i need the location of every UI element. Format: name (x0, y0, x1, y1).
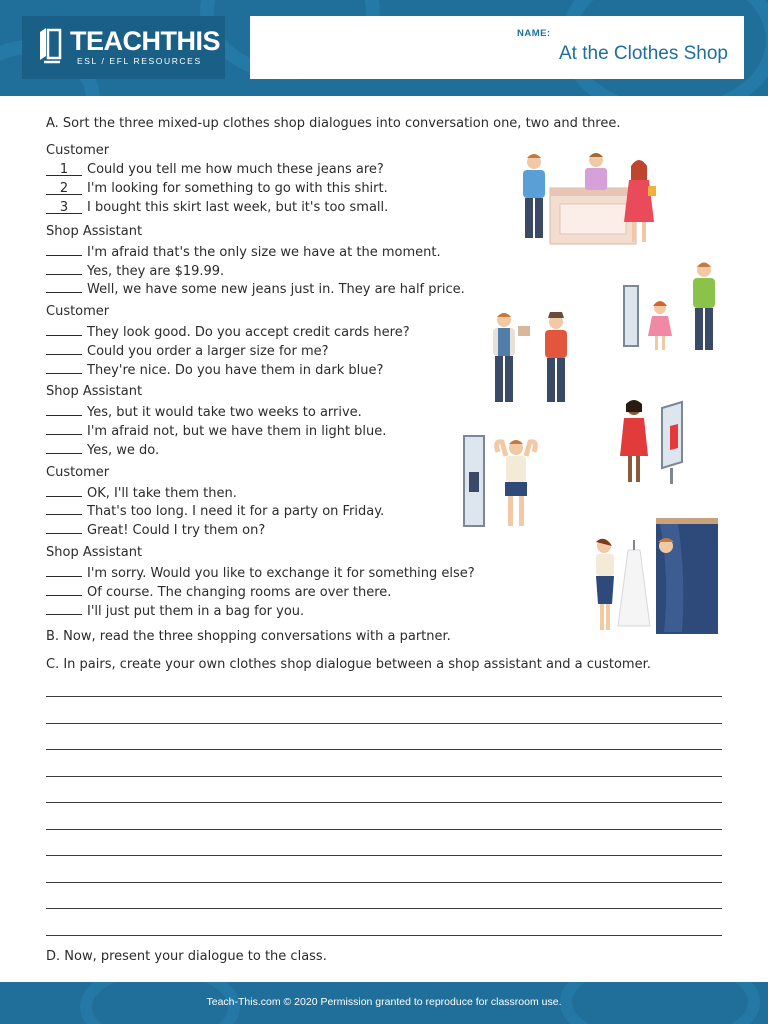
answer-blank[interactable] (46, 583, 82, 596)
dialogue-text: Could you tell me how much these jeans are? (87, 162, 384, 177)
dialogue-line (46, 422, 386, 440)
changing-room-illustration (590, 516, 720, 636)
dialogue-text: OK, I'll take them then. (87, 486, 237, 501)
man-mirror-illustration (462, 432, 544, 530)
dialogue-line (46, 262, 224, 280)
answer-blank[interactable] (46, 280, 82, 293)
answer-blank[interactable] (46, 361, 82, 374)
speaker-label: Customer (46, 304, 110, 319)
dialogue-text: I'm looking for something to go with this shirt. (87, 181, 388, 196)
dialogue-line (46, 181, 388, 197)
answer-blank[interactable] (46, 262, 82, 275)
dialogue-text: I'm sorry. Would you like to exchange it for something else? (87, 566, 475, 581)
section-a-instruction: A. Sort the three mixed-up clothes shop dialogues into conversation one, two and three. (46, 116, 621, 131)
answer-blank[interactable]: 3 (46, 201, 82, 214)
logo-title: TEACHTHIS (70, 26, 220, 56)
red-dress-mirror-illustration (610, 396, 690, 488)
speaker-label: Shop Assistant (46, 384, 143, 399)
dialogue-line (46, 502, 384, 520)
book-logo-icon (36, 26, 64, 64)
answer-blank[interactable] (46, 342, 82, 355)
dialogue-line (46, 564, 475, 582)
section-c-instruction: C. In pairs, create your own clothes shop dialogue between a shop assistant and a customer. (46, 657, 651, 672)
footer-banner (0, 982, 768, 1024)
dialogue-text: Great! Could I try them on? (87, 523, 266, 538)
dialogue-text: I'm afraid that's the only size we have at the moment. (87, 245, 441, 260)
title-box (250, 16, 744, 79)
dialogue-text: They look good. Do you accept credit cards here? (87, 325, 410, 340)
dialogue-line (46, 323, 410, 341)
logo-subtitle: ESL / EFL RESOURCES (77, 56, 202, 66)
dialogue-line (46, 243, 441, 261)
mirror-family-illustration (622, 258, 722, 354)
shop-counter-illustration (514, 150, 656, 246)
dialogue-line (46, 441, 159, 459)
answer-blank[interactable] (46, 403, 82, 416)
teachthis-logo (22, 16, 225, 79)
answer-blank[interactable] (46, 502, 82, 515)
speaker-label: Shop Assistant (46, 224, 143, 239)
answer-blank[interactable]: 1 (46, 163, 82, 176)
writing-line[interactable] (46, 829, 722, 830)
page-title: At the Clothes Shop (559, 43, 728, 64)
dialogue-text: Yes, we do. (87, 443, 160, 458)
writing-line[interactable] (46, 723, 722, 724)
dialogue-text: Yes, but it would take two weeks to arrive. (87, 405, 362, 420)
answer-blank[interactable] (46, 602, 82, 615)
dialogue-line (46, 280, 465, 298)
dialogue-text: That's too long. I need it for a party on Friday. (87, 504, 385, 519)
writing-line[interactable] (46, 882, 722, 883)
dialogue-line (46, 521, 265, 539)
footer-text: Teach-This.com © 2020 Permission granted to reproduce for classroom use. (206, 996, 562, 1008)
answer-blank[interactable] (46, 422, 82, 435)
answer-blank[interactable] (46, 441, 82, 454)
dialogue-line (46, 602, 304, 620)
dialogue-text: Yes, they are $19.99. (87, 264, 225, 279)
dialogue-line (46, 200, 388, 216)
writing-line[interactable] (46, 908, 722, 909)
dialogue-line (46, 361, 383, 379)
speaker-label: Shop Assistant (46, 545, 143, 560)
answer-blank[interactable] (46, 323, 82, 336)
writing-line[interactable] (46, 802, 722, 803)
writing-line[interactable] (46, 935, 722, 936)
writing-line[interactable] (46, 749, 722, 750)
dialogue-text: Of course. The changing rooms are over there. (87, 585, 392, 600)
dialogue-text: I'll just put them in a bag for you. (87, 604, 305, 619)
header-banner (0, 0, 768, 96)
answer-blank[interactable] (46, 521, 82, 534)
answer-blank[interactable] (46, 243, 82, 256)
name-label: NAME: (517, 28, 551, 39)
dialogue-text: They're nice. Do you have them in dark blue? (87, 363, 384, 378)
writing-line[interactable] (46, 696, 722, 697)
dialogue-text: I bought this skirt last week, but it's too small. (87, 200, 389, 215)
dialogue-text: Well, we have some new jeans just in. They are half price. (87, 282, 465, 297)
speaker-label: Customer (46, 143, 110, 158)
section-b-instruction: B. Now, read the three shopping conversations with a partner. (46, 629, 451, 644)
two-men-hat-illustration (488, 310, 580, 406)
dialogue-text: Could you order a larger size for me? (87, 344, 329, 359)
dialogue-line (46, 583, 391, 601)
writing-line[interactable] (46, 855, 722, 856)
answer-blank[interactable]: 2 (46, 182, 82, 195)
speaker-label: Customer (46, 465, 110, 480)
dialogue-line (46, 484, 237, 502)
section-d-instruction: D. Now, present your dialogue to the class. (46, 949, 327, 964)
dialogue-text: I'm afraid not, but we have them in light blue. (87, 424, 387, 439)
writing-line[interactable] (46, 776, 722, 777)
answer-blank[interactable] (46, 484, 82, 497)
dialogue-line (46, 342, 329, 360)
answer-blank[interactable] (46, 564, 82, 577)
dialogue-line (46, 162, 384, 178)
dialogue-line (46, 403, 362, 421)
